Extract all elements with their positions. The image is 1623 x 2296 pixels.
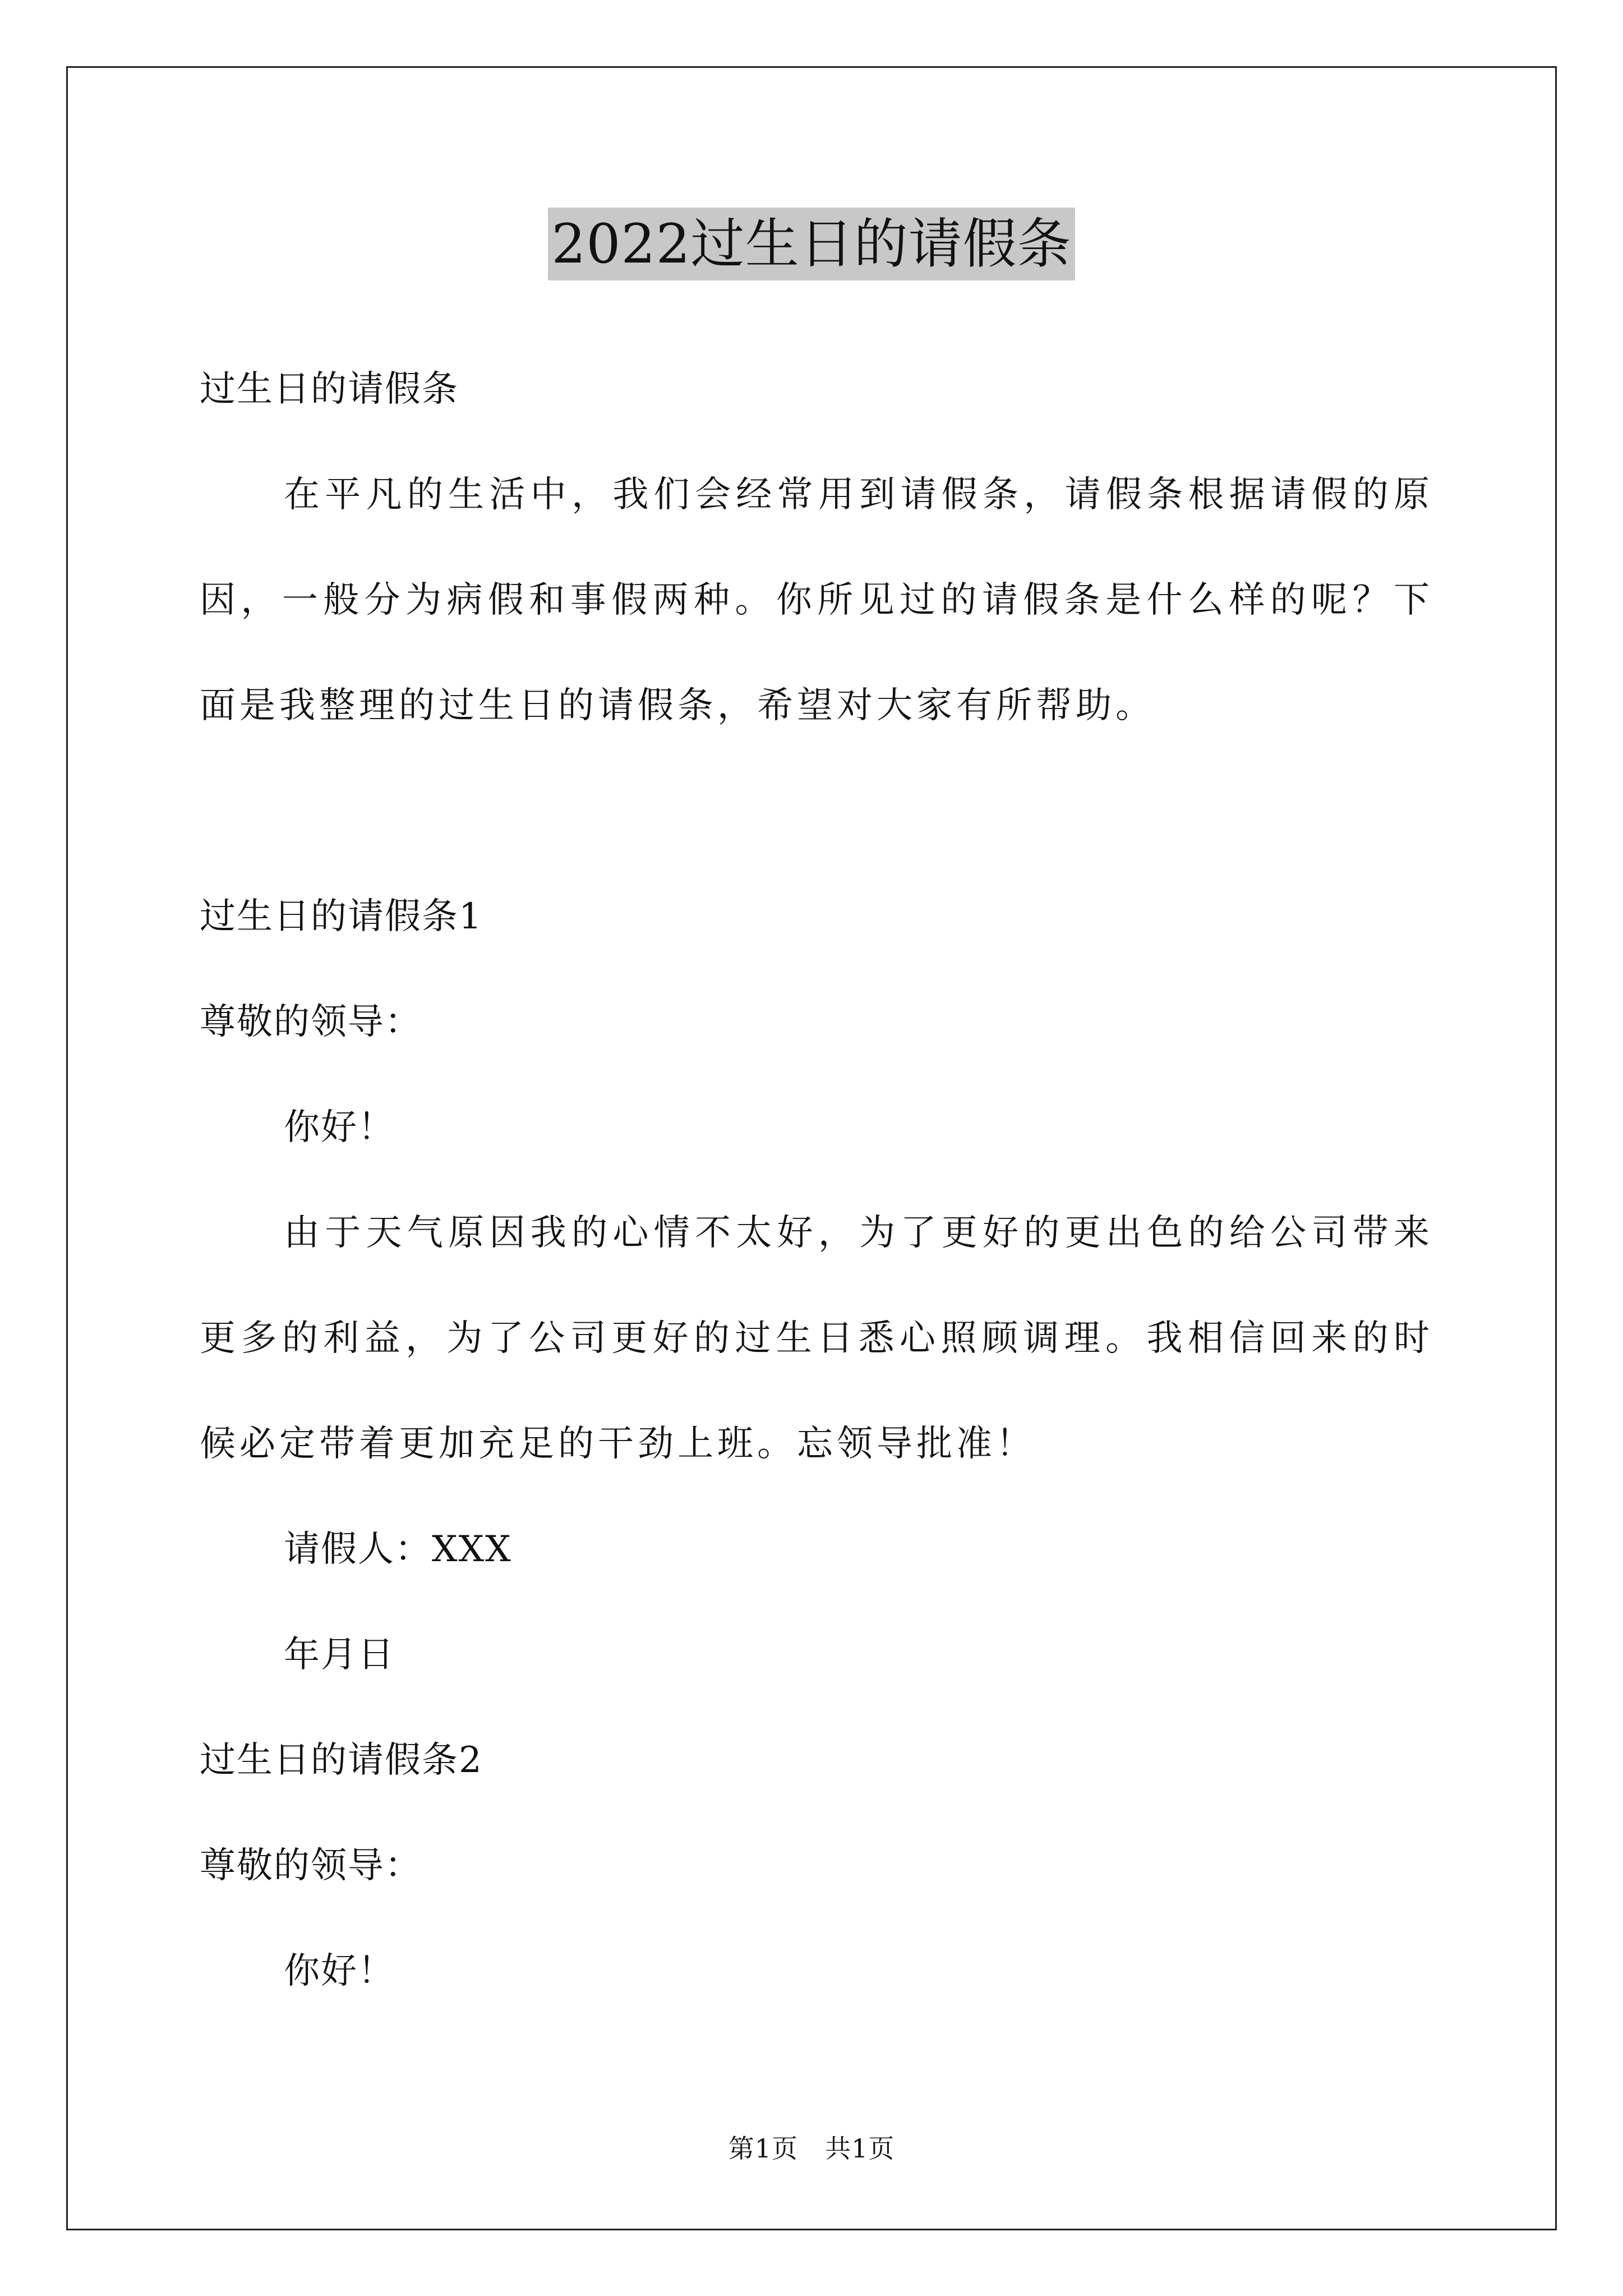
- page-number-total: 共1页: [825, 2133, 895, 2164]
- document-body: [200, 337, 1433, 2024]
- section-1-signer: 请假人：XXX: [284, 1529, 512, 1570]
- page-number-current: 第1页: [728, 2133, 798, 2164]
- blank-line: [200, 758, 1433, 864]
- section-1-greeting: 你好！: [284, 1107, 395, 1148]
- intro-paragraph: 在平凡的生活中，我们会经常用到请假条，请假条根据请假的原因，一般分为病假和事假两种。你所见过的请假条是什么样的呢？下面是我整理的过生日的请假条，希望对大家有所帮助。: [200, 474, 1433, 726]
- section-1-body: 由于天气原因我的心情不太好，为了更好的更出色的给公司带来更多的利益，为了公司更好的过生日悉心照顾调理。我相信回来的时候必定带着更加充足的干劲上班。忘领导批准！: [200, 1212, 1433, 1465]
- title-container: [0, 208, 1623, 280]
- section-1-heading: 过生日的请假条1: [200, 896, 483, 937]
- section-1-salutation: 尊敬的领导：: [200, 1001, 422, 1043]
- section-2-salutation: 尊敬的领导：: [200, 1845, 422, 1887]
- document-subtitle: 过生日的请假条: [200, 369, 459, 410]
- page-footer: [0, 2132, 1623, 2165]
- section-2-greeting: 你好！: [284, 1950, 395, 1992]
- section-1-date: 年月日: [284, 1634, 395, 1676]
- document-title: 2022过生日的请假条: [548, 208, 1075, 280]
- section-2-heading: 过生日的请假条2: [200, 1740, 483, 1781]
